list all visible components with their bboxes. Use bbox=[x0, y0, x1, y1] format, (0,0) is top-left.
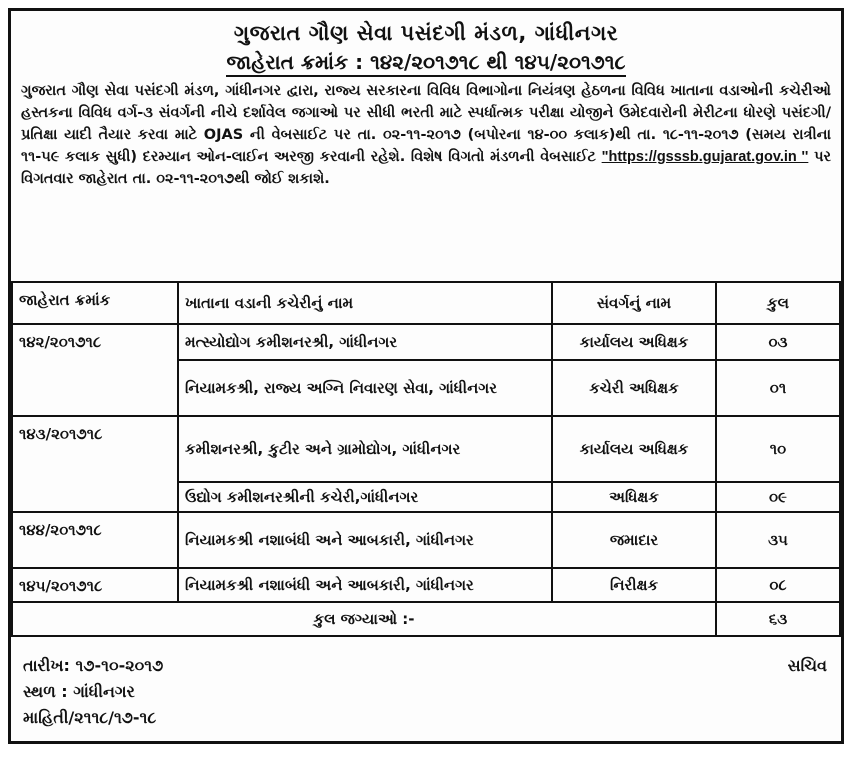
table-header-row bbox=[12, 282, 840, 324]
cadre-cell: કાર્યાલય અધિક્ષક bbox=[552, 416, 716, 482]
office-cell: ઉદ્યોગ કમીશનરશ્રીની કચેરી,ગાંધીનગર bbox=[178, 482, 552, 512]
header-adv-no: જાહેરાત ક્રમાંક bbox=[12, 282, 178, 324]
table-row bbox=[12, 416, 840, 482]
adv-no-cell: ૧૪૨/૨૦૧૭૧૮ bbox=[12, 324, 178, 416]
table-row bbox=[12, 512, 840, 568]
total-row bbox=[12, 602, 840, 636]
count-cell: ૦૧ bbox=[716, 360, 840, 416]
website-link[interactable]: "https://gsssb.gujarat.gov.in '' bbox=[601, 149, 809, 165]
header-office: ખાતાના વડાની કચેરીનું નામ bbox=[178, 282, 552, 324]
footer-place: સ્થળ : ગાંધીનગર bbox=[23, 682, 135, 701]
cadre-cell: કાર્યાલય અધિક્ષક bbox=[552, 324, 716, 360]
intro-paragraph bbox=[21, 80, 831, 258]
advertisement-number: જાહેરાત ક્રમાંક : ૧૪૨/૨૦૧૭૧૮ થી ૧૪૫/૨૦૧૭૧૮ bbox=[11, 50, 841, 74]
cadre-cell: જમાદાર bbox=[552, 512, 716, 568]
signature: સચિવ bbox=[787, 656, 827, 675]
table-row bbox=[12, 324, 840, 360]
office-cell: નિયામકશ્રી નશાબંધી અને આબકારી, ગાંધીનગર bbox=[178, 568, 552, 602]
footer-date: તારીખ: ૧૭-૧૦-૨૦૧૭ bbox=[23, 656, 164, 675]
count-cell: ૦૮ bbox=[716, 568, 840, 602]
adv-no-cell: ૧૪૪/૨૦૧૭૧૮ bbox=[12, 512, 178, 568]
cadre-cell: કચેરી અધિક્ષક bbox=[552, 360, 716, 416]
header-cadre: સંવર્ગનું નામ bbox=[552, 282, 716, 324]
total-label: કુલ જગ્યાઓ :- bbox=[12, 602, 716, 636]
count-cell: ૦૯ bbox=[716, 482, 840, 512]
footer-info: માહિતી/૨૧૧૮/૧૭-૧૮ bbox=[23, 708, 157, 727]
office-cell: કમીશનરશ્રી, કુટીર અને ગ્રામોદ્યોગ, ગાંધીનગર bbox=[178, 416, 552, 482]
office-cell: મત્સ્યોદ્યોગ કમીશનરશ્રી, ગાંધીનગર bbox=[178, 324, 552, 360]
header-total: કુલ bbox=[716, 282, 840, 324]
table-row bbox=[12, 568, 840, 602]
count-cell: ૧૦ bbox=[716, 416, 840, 482]
adv-no-cell: ૧૪૩/૨૦૧૭૧૮ bbox=[12, 416, 178, 512]
count-cell: ૩૫ bbox=[716, 512, 840, 568]
cadre-cell: નિરીક્ષક bbox=[552, 568, 716, 602]
intro-text: ગુજરાત ગૌણ સેવા પસંદગી મંડળ, ગાંધીનગર દ્વારા, રાજ્ય સરકારના વિવિધ વિભાગોના નિયંત્રણ હેઠળના વિવિધ ખાતાના વડાઓની કચેરીઓ હસ્તકના વિવિધ વર્ગ-૩ સંવર્ગની નીચે દર્શાવેલ જગાઓ પર સીધી ભરતી માટે સ્પર્ધાત્મક પરીક્ષા યોજીને ઉમેદવારોની મેરીટના ધોરણે પસંદગી/પ્રતિક્ષા યાદી તૈયાર કરવા માટે OJAS ની વેબસાઈટ પર તા. ૦૨-૧૧-૨૦૧૭ (બપોરના ૧૪-૦૦ કલાક)થી તા. ૧૮-૧૧-૨૦૧૭ (સમય રાત્રીના ૧૧-૫૯ કલાક સુધી) દરમ્યાન ઓન-લાઈન અરજી કરવાની રહેશે. વિશેષ વિગતો મંડળની વેબસાઈટ bbox=[21, 83, 831, 165]
board-title: ગુજરાત ગૌણ સેવા પસંદગી મંડળ, ગાંધીનગર bbox=[233, 21, 619, 45]
cadre-cell: અધિક્ષક bbox=[552, 482, 716, 512]
office-cell: નિયામકશ્રી નશાબંધી અને આબકારી, ગાંધીનગર bbox=[178, 512, 552, 568]
intro-text-end: પર વિગતવાર જાહેરાત તા. ૦૨-૧૧-૨૦૧૭થી જોઈ શકાશે. bbox=[21, 149, 831, 187]
advertisement-page bbox=[8, 8, 844, 744]
count-cell: ૦૩ bbox=[716, 324, 840, 360]
footer bbox=[23, 653, 833, 731]
adv-no-cell: ૧૪૫/૨૦૧૭૧૮ bbox=[12, 568, 178, 602]
office-cell: નિયામકશ્રી, રાજ્ય અગ્નિ નિવારણ સેવા, ગાંધીનગર bbox=[178, 360, 552, 416]
total-value: ૬૩ bbox=[716, 602, 840, 636]
vacancy-table bbox=[11, 281, 841, 637]
